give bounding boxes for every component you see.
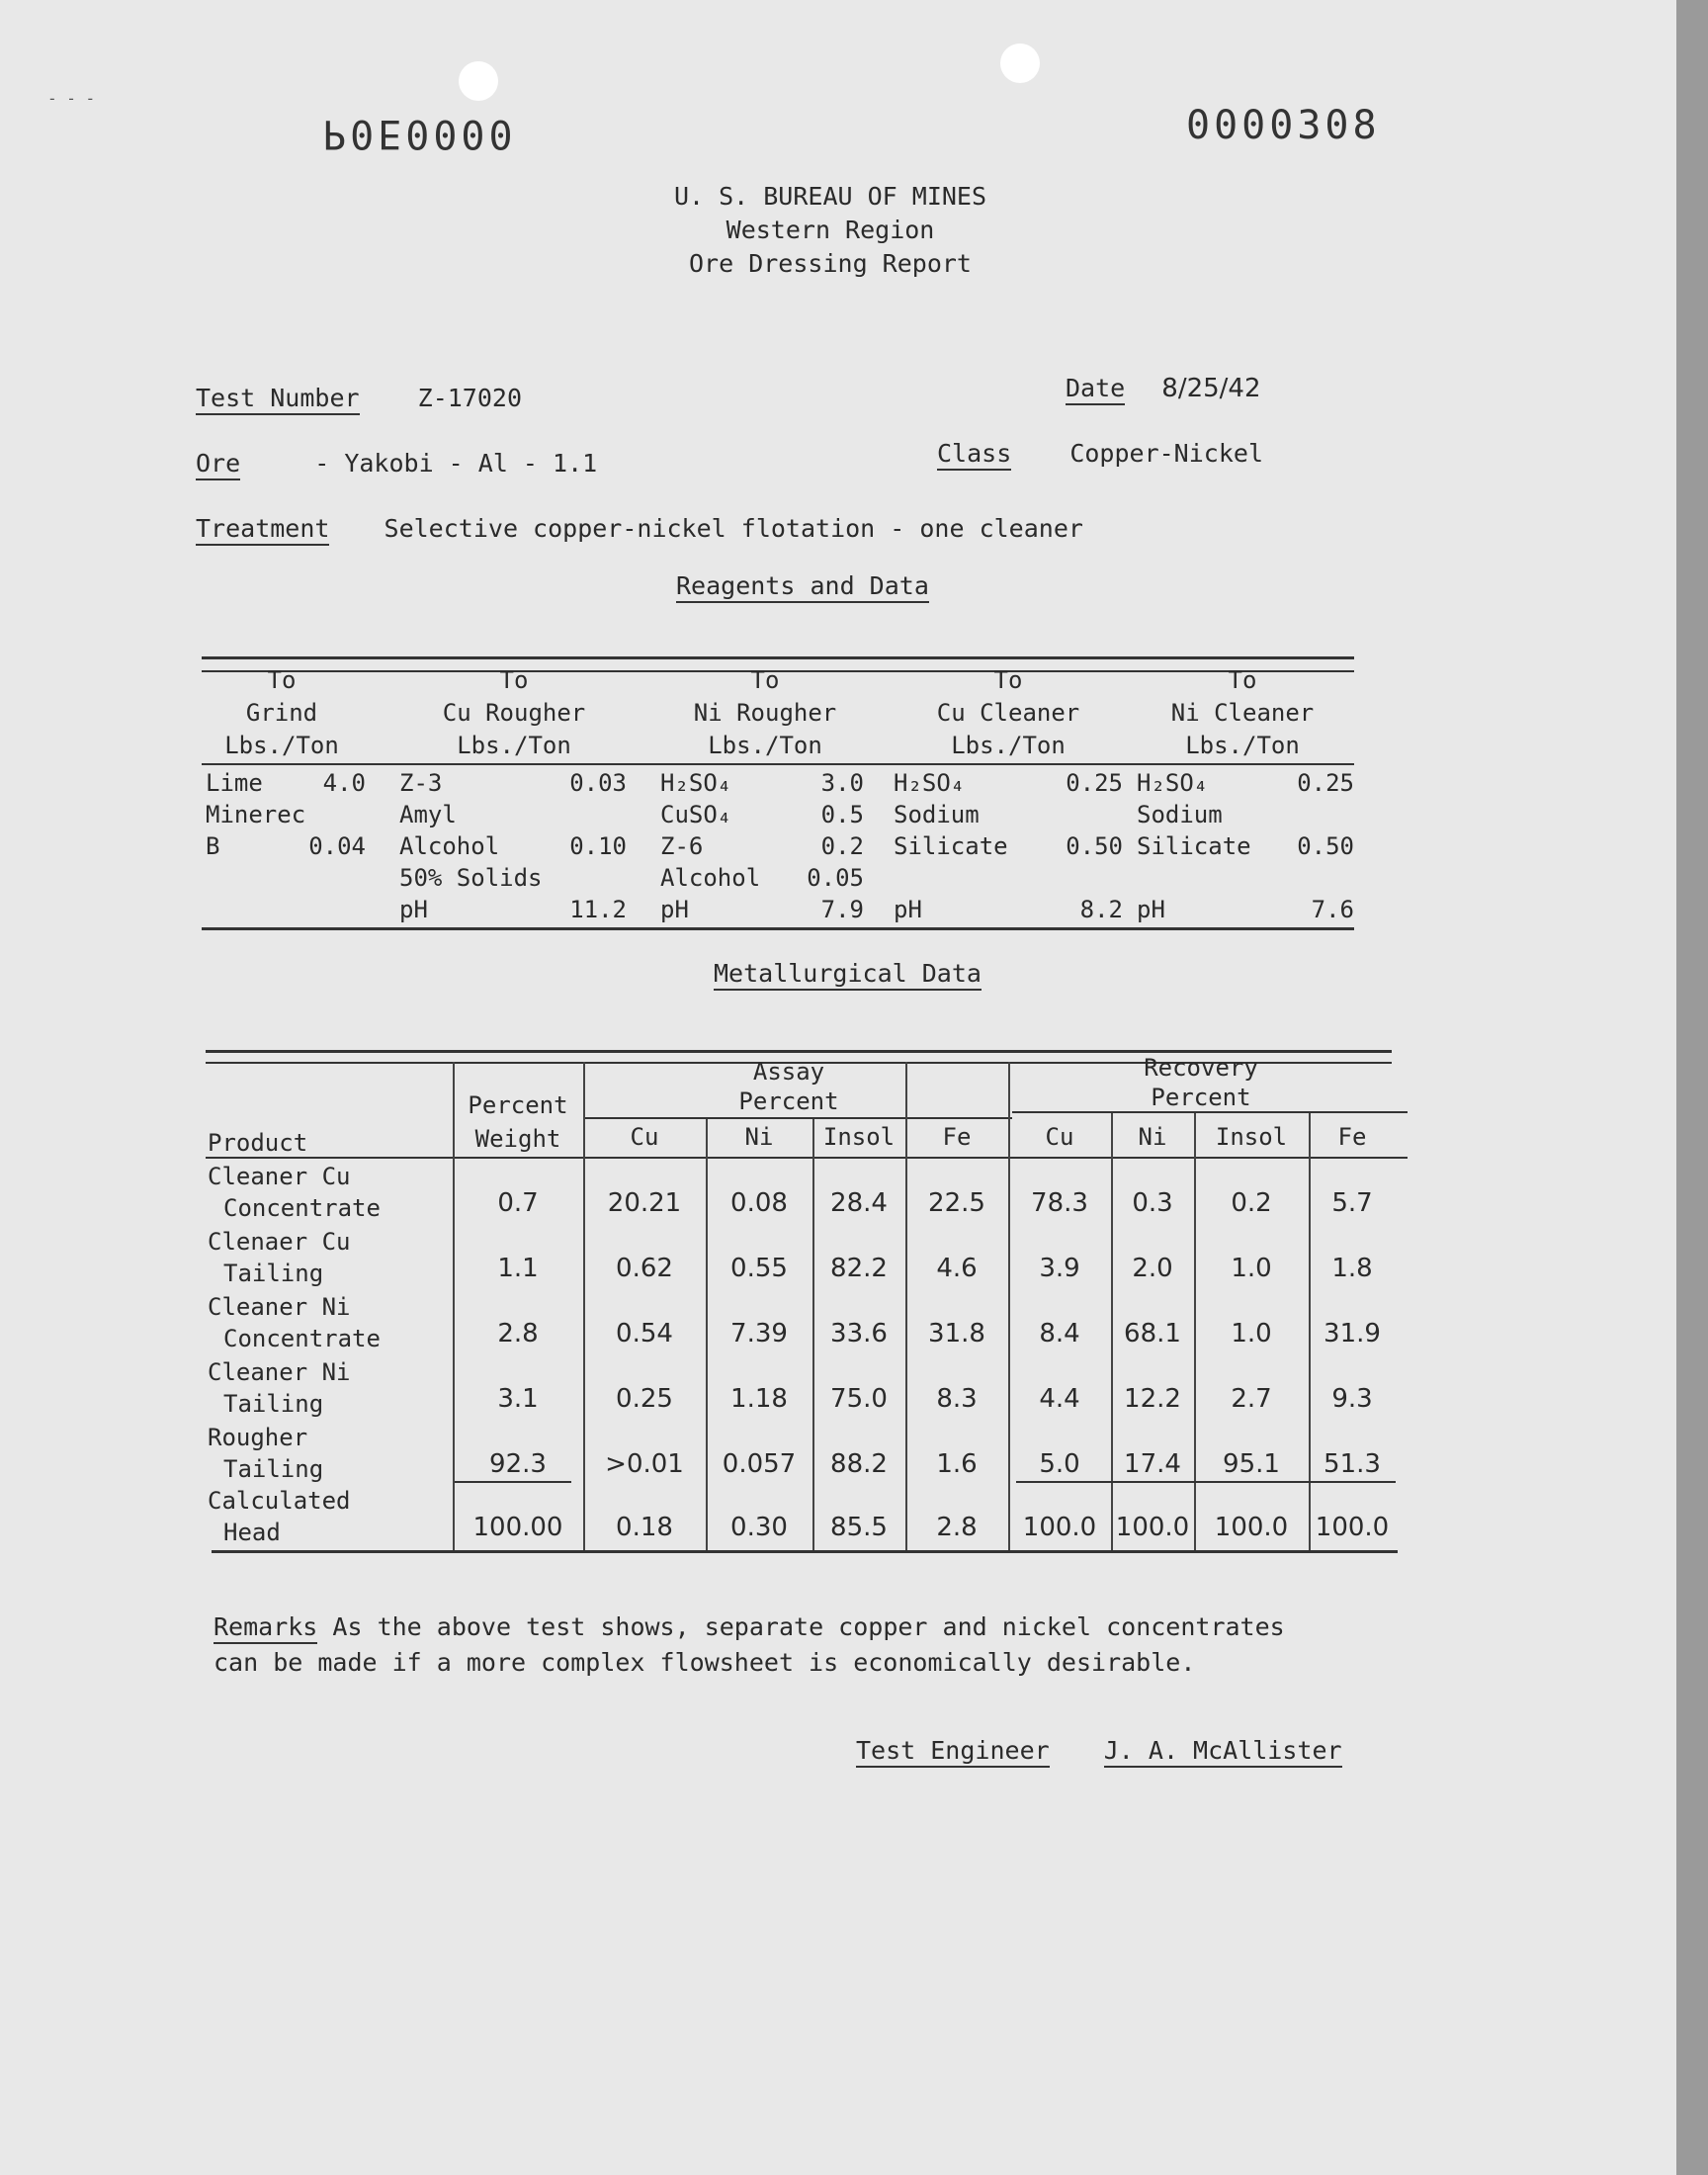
reagent-name: pH xyxy=(660,896,689,923)
table-rule xyxy=(202,927,1354,930)
reagent-name: Minerec xyxy=(206,801,306,828)
reagent-amount: 11.2 xyxy=(569,896,627,923)
punch-hole xyxy=(459,61,498,101)
reagent-column-header: Ni Rougher xyxy=(693,699,837,727)
assay-column-header: Insol xyxy=(822,1123,896,1151)
metallurgical-value: 8.4 xyxy=(1039,1319,1080,1348)
product-name: Concentrate xyxy=(223,1325,381,1352)
metallurgical-value: 0.057 xyxy=(722,1449,797,1479)
reagent-name: B xyxy=(206,832,220,860)
metallurgical-value: 7.39 xyxy=(730,1319,788,1348)
metallurgical-value: 51.3 xyxy=(1324,1449,1381,1479)
treatment-label: Treatment xyxy=(196,514,329,546)
metallurgical-value: 2.8 xyxy=(497,1319,539,1348)
reagent-column-header: To xyxy=(499,666,529,694)
metallurgical-value: 12.2 xyxy=(1124,1384,1181,1414)
metallurgical-section-title: Metallurgical Data xyxy=(714,959,982,991)
ore-label: Ore xyxy=(196,449,240,480)
metallurgical-value: 75.0 xyxy=(830,1384,888,1414)
reagent-column-header: Cu Cleaner xyxy=(936,699,1080,727)
metallurgical-value: 95.1 xyxy=(1223,1449,1280,1479)
reagent-name: Silicate xyxy=(1137,832,1251,860)
product-name: Tailing xyxy=(223,1260,324,1287)
engineer-label: Test Engineer xyxy=(856,1736,1050,1768)
metallurgical-value: 3.9 xyxy=(1039,1254,1080,1283)
metallurgical-value: 31.8 xyxy=(928,1319,985,1348)
metallurgical-value: 2.8 xyxy=(936,1513,978,1542)
reagent-amount: 0.2 xyxy=(820,832,864,860)
metallurgical-value: 5.0 xyxy=(1039,1449,1080,1479)
date-label: Date xyxy=(1066,374,1125,405)
remarks-line-1: As the above test shows, separate copper and nickel concentrates xyxy=(332,1612,1285,1641)
reagent-name: Sodium xyxy=(894,801,980,828)
region-line: Western Region xyxy=(726,216,935,244)
reagent-name: pH xyxy=(399,896,428,923)
date-field xyxy=(1066,374,1261,403)
product-name: Clenaer Cu xyxy=(208,1228,351,1256)
treatment-field xyxy=(196,514,1083,543)
reagent-amount: 0.50 xyxy=(1297,832,1354,860)
treatment-value: Selective copper-nickel flotation - one cleaner xyxy=(384,514,1083,543)
metallurgical-value: 17.4 xyxy=(1124,1449,1181,1479)
metallurgical-value: 28.4 xyxy=(830,1188,888,1218)
metallurgical-value: 0.08 xyxy=(730,1188,788,1218)
reagent-column-header: Lbs./Ton xyxy=(1185,732,1300,759)
metallurgical-value: 2.0 xyxy=(1132,1254,1173,1283)
reagent-name: pH xyxy=(894,896,922,923)
engineer-field xyxy=(856,1736,1342,1765)
assay-column-header: Ni xyxy=(1138,1123,1167,1151)
metallurgical-value: 8.3 xyxy=(936,1384,978,1414)
metallurgical-value: 0.3 xyxy=(1132,1188,1173,1218)
reagent-amount: 0.10 xyxy=(569,832,627,860)
recovery-header: Recovery xyxy=(1144,1054,1258,1082)
agency-line: U. S. BUREAU OF MINES xyxy=(673,182,987,211)
reagent-name: Alcohol xyxy=(660,864,761,892)
test-number-field xyxy=(196,384,522,412)
metallurgical-value: 100.0 xyxy=(1315,1513,1390,1542)
metallurgical-value: 4.6 xyxy=(936,1254,978,1283)
metallurgical-value: 31.9 xyxy=(1324,1319,1381,1348)
reagent-amount: 0.50 xyxy=(1066,832,1123,860)
stray-mark: - - - xyxy=(47,89,96,108)
subtotal-rule xyxy=(455,1481,571,1483)
product-name: Cleaner Ni xyxy=(208,1358,351,1386)
stamp-number: 0000308 xyxy=(1186,103,1381,148)
reagent-name: Silicate xyxy=(894,832,1008,860)
table-rule xyxy=(202,656,1354,659)
reagent-amount: 7.6 xyxy=(1311,896,1354,923)
assay-column-header: Cu xyxy=(630,1123,659,1151)
reagent-name: H₂SO₄ xyxy=(660,769,732,797)
reagent-amount: 0.25 xyxy=(1066,769,1123,797)
metallurgical-value: 85.5 xyxy=(830,1513,888,1542)
metallurgical-value: 88.2 xyxy=(830,1449,888,1479)
reagent-amount: 0.5 xyxy=(820,801,864,828)
product-header: Product xyxy=(208,1129,308,1157)
reagent-name: Amyl xyxy=(399,801,457,828)
reagent-column-header: To xyxy=(993,666,1023,694)
metallurgical-value: 1.18 xyxy=(730,1384,788,1414)
reagent-column-header: To xyxy=(1228,666,1257,694)
weight-header: Percent xyxy=(468,1091,568,1119)
metallurgical-value: 0.2 xyxy=(1231,1188,1272,1218)
table-rule xyxy=(202,763,1354,765)
reagent-column-header: Cu Rougher xyxy=(442,699,586,727)
reagent-name: H₂SO₄ xyxy=(1137,769,1209,797)
reagent-column-header: Grind xyxy=(245,699,318,727)
class-label: Class xyxy=(937,439,1011,471)
page-edge-shadow xyxy=(1676,0,1708,2175)
reagent-amount: 8.2 xyxy=(1079,896,1123,923)
reagent-name: Alcohol xyxy=(399,832,500,860)
metallurgical-value: 0.18 xyxy=(616,1513,673,1542)
metallurgical-value: 0.7 xyxy=(497,1188,539,1218)
subtotal-rule xyxy=(1016,1481,1396,1483)
reagent-column-header: To xyxy=(750,666,780,694)
reagent-name: Z-3 xyxy=(399,769,443,797)
punch-hole xyxy=(1000,44,1040,83)
table-rule xyxy=(206,1157,1408,1159)
reagent-amount: 0.04 xyxy=(308,832,366,860)
date-value: 8/25/42 xyxy=(1161,374,1261,403)
reagent-name: CuSO₄ xyxy=(660,801,732,828)
table-rule xyxy=(585,1117,1012,1119)
reagent-column-header: Lbs./Ton xyxy=(457,732,571,759)
metallurgical-value: 68.1 xyxy=(1124,1319,1181,1348)
recovery-header: Percent xyxy=(1151,1084,1251,1111)
test-number-value: Z-17020 xyxy=(417,384,522,412)
weight-header: Weight xyxy=(474,1125,561,1153)
reagent-name: 50% Solids xyxy=(399,864,543,892)
product-name: Head xyxy=(223,1519,281,1546)
metallurgical-value: 22.5 xyxy=(928,1188,985,1218)
product-name: Concentrate xyxy=(223,1194,381,1222)
reagent-name: Lime xyxy=(206,769,263,797)
reagent-amount: 4.0 xyxy=(322,769,366,797)
metallurgical-value: 2.7 xyxy=(1231,1384,1272,1414)
reagent-column-header: Lbs./Ton xyxy=(224,732,339,759)
reagents-section-title: Reagents and Data xyxy=(676,571,929,603)
metallurgical-value: 0.62 xyxy=(616,1254,673,1283)
remarks-label: Remarks xyxy=(214,1612,317,1644)
test-number-label: Test Number xyxy=(196,384,360,415)
reagent-amount: 0.25 xyxy=(1297,769,1354,797)
ore-value: - Yakobi - Al - 1.1 xyxy=(314,449,598,478)
metallurgical-value: >0.01 xyxy=(605,1449,684,1479)
mirrored-stamp-number: P0E0000 xyxy=(322,111,517,156)
remarks-block xyxy=(214,1610,1285,1681)
product-name: Cleaner Cu xyxy=(208,1163,351,1190)
assay-column-header: Fe xyxy=(1337,1123,1367,1151)
reagent-name: H₂SO₄ xyxy=(894,769,966,797)
class-value: Copper-Nickel xyxy=(1069,439,1263,468)
reagent-column-header: Lbs./Ton xyxy=(951,732,1066,759)
reagent-name: Z-6 xyxy=(660,832,704,860)
remarks-line-2: can be made if a more complex flowsheet is economically desirable. xyxy=(214,1648,1196,1677)
reagent-column-header: To xyxy=(267,666,297,694)
metallurgical-value: 92.3 xyxy=(489,1449,547,1479)
metallurgical-value: 1.1 xyxy=(497,1254,539,1283)
product-name: Calculated xyxy=(208,1487,351,1515)
metallurgical-value: 33.6 xyxy=(830,1319,888,1348)
assay-header: Assay xyxy=(752,1058,825,1086)
assay-column-header: Insol xyxy=(1215,1123,1288,1151)
metallurgical-value: 78.3 xyxy=(1031,1188,1088,1218)
report-title: Ore Dressing Report xyxy=(689,249,972,278)
metallurgical-value: 1.6 xyxy=(936,1449,978,1479)
metallurgical-value: 9.3 xyxy=(1331,1384,1373,1414)
metallurgical-value: 3.1 xyxy=(497,1384,539,1414)
metallurgical-value: 0.54 xyxy=(616,1319,673,1348)
reagent-amount: 3.0 xyxy=(820,769,864,797)
metallurgical-value: 0.25 xyxy=(616,1384,673,1414)
metallurgical-value: 100.0 xyxy=(1115,1513,1190,1542)
assay-column-header: Cu xyxy=(1045,1123,1074,1151)
metallurgical-value: 100.00 xyxy=(472,1513,563,1542)
metallurgical-value: 5.7 xyxy=(1331,1188,1373,1218)
product-name: Tailing xyxy=(223,1390,324,1418)
table-rule xyxy=(1012,1111,1408,1113)
table-rule xyxy=(212,1550,1398,1553)
product-name: Cleaner Ni xyxy=(208,1293,351,1321)
metallurgical-value: 1.0 xyxy=(1231,1254,1272,1283)
reagent-column-header: Lbs./Ton xyxy=(708,732,822,759)
metallurgical-value: 82.2 xyxy=(830,1254,888,1283)
document-header xyxy=(534,180,1127,281)
product-name: Rougher xyxy=(208,1424,308,1451)
reagent-amount: 7.9 xyxy=(820,896,864,923)
metallurgical-value: 1.0 xyxy=(1231,1319,1272,1348)
assay-header: Percent xyxy=(738,1088,839,1115)
metallurgical-value: 0.55 xyxy=(730,1254,788,1283)
metallurgical-value: 20.21 xyxy=(607,1188,682,1218)
engineer-name: J. A. McAllister xyxy=(1104,1736,1342,1768)
class-field xyxy=(937,439,1263,468)
reagent-column-header: Ni Cleaner xyxy=(1170,699,1315,727)
reagent-name: pH xyxy=(1137,896,1165,923)
reagent-name: Sodium xyxy=(1137,801,1223,828)
table-rule xyxy=(206,1050,1392,1053)
product-name: Tailing xyxy=(223,1455,324,1483)
metallurgical-value: 100.0 xyxy=(1022,1513,1097,1542)
metallurgical-value: 1.8 xyxy=(1331,1254,1373,1283)
assay-column-header: Ni xyxy=(744,1123,774,1151)
reagent-amount: 0.03 xyxy=(569,769,627,797)
metallurgical-value: 4.4 xyxy=(1039,1384,1080,1414)
reagent-amount: 0.05 xyxy=(807,864,864,892)
assay-column-header: Fe xyxy=(942,1123,972,1151)
ore-field xyxy=(196,449,597,478)
metallurgical-value: 100.0 xyxy=(1214,1513,1289,1542)
metallurgical-value: 0.30 xyxy=(730,1513,788,1542)
